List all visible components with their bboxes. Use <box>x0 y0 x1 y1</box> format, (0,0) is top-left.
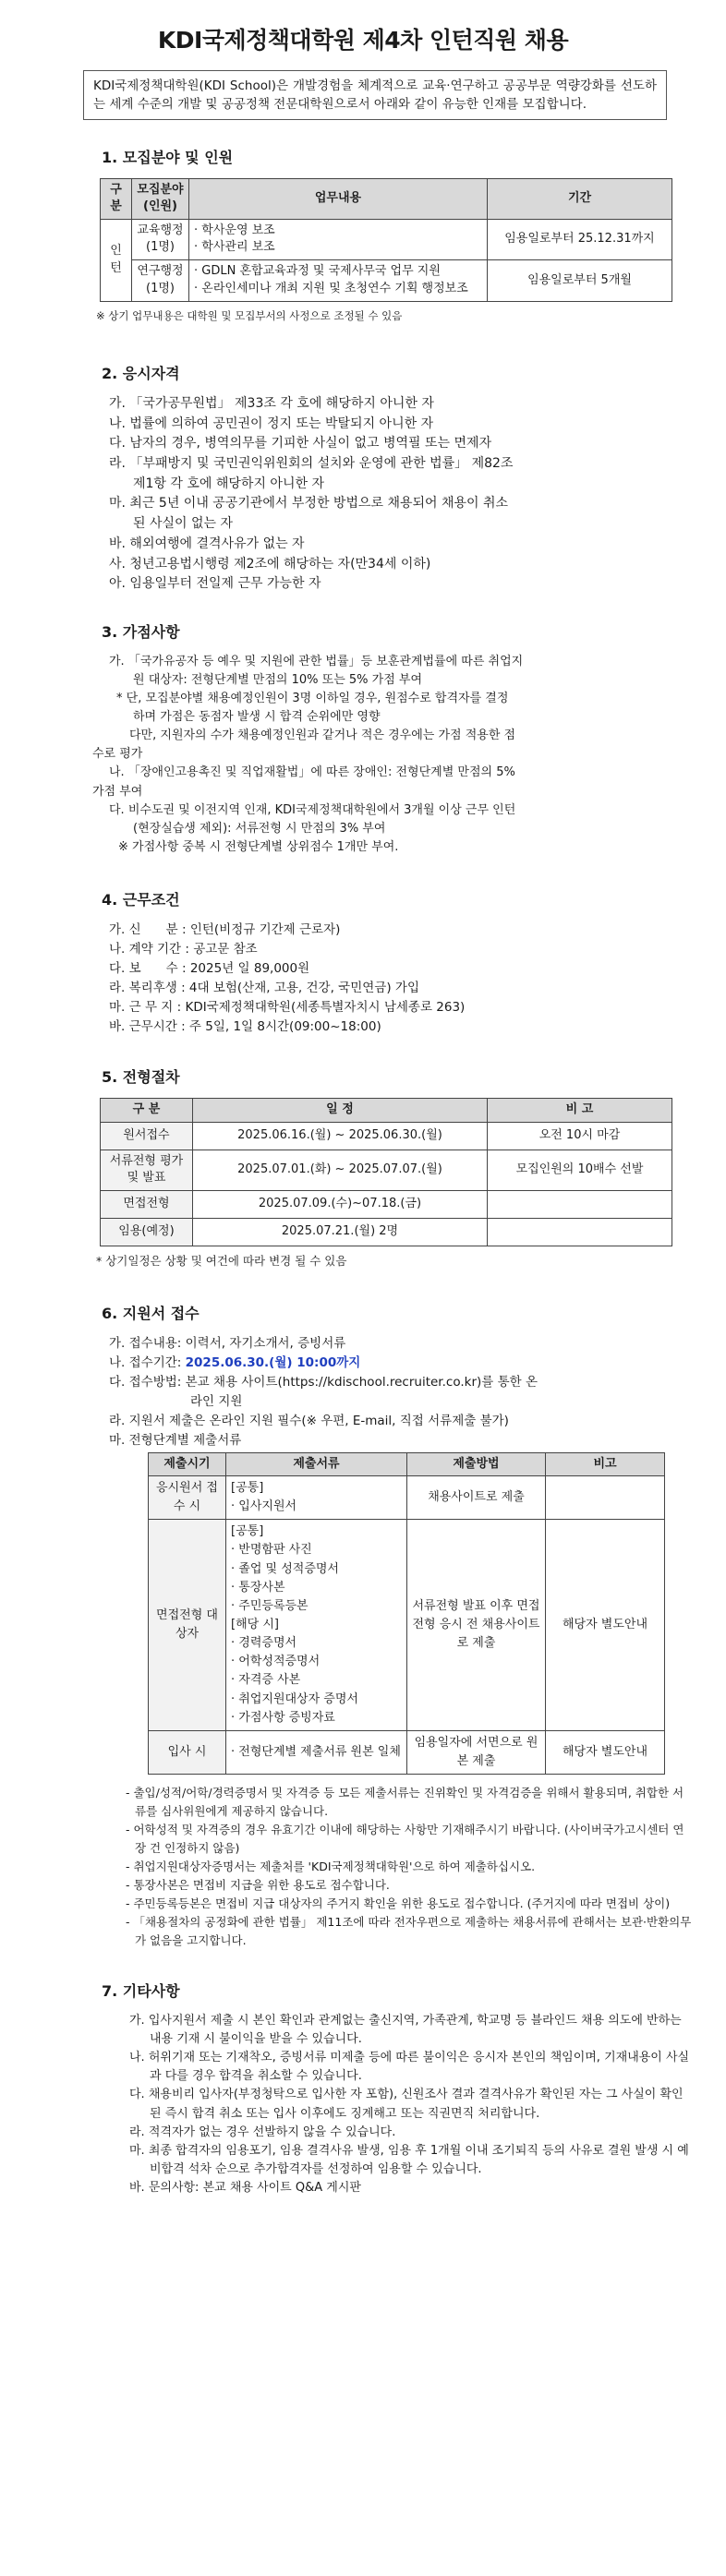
list-item: 라인 지원 <box>190 1393 243 1409</box>
cell-note <box>488 1190 672 1218</box>
list-item: 원 대상자: 전형단계별 만점의 10% 또는 5% 가점 부여 <box>133 672 423 687</box>
doc-item: · 자격증 사본 <box>231 1673 301 1688</box>
doc-item: · 입사지원서 <box>231 1499 297 1514</box>
section-heading: 1. 모집분야 및 인원 <box>102 149 234 166</box>
list-item: ※ 가점사항 중복 시 전형단계별 상위점수 1개만 부여. <box>118 840 399 855</box>
cell-when: 입사 시 <box>149 1730 226 1774</box>
list-item: 사. 청년고용법시행령 제2조에 해당하는 자(만34세 이하) <box>109 556 431 572</box>
doc-item: [공통] <box>231 1481 264 1496</box>
th-type: 구분 <box>101 178 132 219</box>
list-item: 다. 비수도권 및 이전지역 인재, KDI국제정책대학원에서 3개월 이상 근무 인턴 <box>109 802 516 817</box>
th-when: 제출시기 <box>149 1452 226 1475</box>
cell-docs <box>226 1520 407 1731</box>
table-row <box>149 1730 665 1774</box>
list-item: 가. 「국가유공자 등 예우 및 지원에 관한 법률」등 보훈관계법률에 따른 취업지 <box>109 654 524 668</box>
list-item: 다. 접수방법: 본교 채용 사이트(https://kdischool.recruiter.co.kr)를 통한 온 <box>109 1374 538 1390</box>
cell-field: 교육행정 (1명) <box>132 219 189 260</box>
cell-when: 면접전형 대상자 <box>149 1520 226 1731</box>
list-item: 라. 「부패방지 및 국민권익위원회의 설치와 운영에 관한 법률」 제82조 <box>109 456 514 472</box>
cell-note <box>546 1476 665 1520</box>
th-field: 모집분야 (인원) <box>132 178 189 219</box>
section-work-conditions <box>92 890 695 1036</box>
section-heading: 5. 전형절차 <box>102 1068 180 1087</box>
doc-item: · 졸업 및 성적증명서 <box>231 1561 339 1576</box>
cell-duty <box>189 260 488 302</box>
section-eligibility <box>92 364 695 595</box>
th-how: 제출방법 <box>407 1452 546 1475</box>
th-duty: 업무내용 <box>189 178 488 219</box>
cell-note: 오전 10시 마감 <box>488 1122 672 1150</box>
list-item: 마. 전형단계별 제출서류 <box>109 1432 242 1448</box>
list-item: 라. 복리후생 : 4대 보험(산재, 고용, 건강, 국민연금) 가입 <box>109 980 419 995</box>
cell-note <box>488 1218 672 1246</box>
list-item: 가. 접수내용: 이력서, 자기소개서, 증빙서류 <box>109 1336 346 1352</box>
duty-item: · GDLN 혼합교육과정 및 국제사무국 업무 지원 <box>194 264 441 279</box>
cell-docs <box>226 1476 407 1520</box>
page-title: KDI국제정책대학원 제4차 인턴직원 채용 <box>157 27 569 54</box>
cell-period: 임용일로부터 25.12.31까지 <box>488 219 672 260</box>
th-note: 비고 <box>546 1452 665 1475</box>
table-row <box>101 1122 672 1150</box>
doc-item: · 가점사항 증빙자료 <box>231 1710 335 1725</box>
doc-item: · 주민등록등본 <box>231 1598 309 1613</box>
list-item: 나. 「장애인고용촉진 및 직업재활법」에 따른 장애인: 전형단계별 만점의 5% <box>109 765 515 780</box>
list-item: 가. 입사지원서 제출 시 본인 확인과 관계없는 출신지역, 가족관계, 학교명 등 블라인드 채용 의도에 반하는 내용 기재 시 불이익을 받을 수 있습니다. <box>129 2013 682 2047</box>
cell-when: 응시원서 접수 시 <box>149 1476 226 1520</box>
cell-date: 2025.07.01.(화) ~ 2025.07.07.(월) <box>193 1150 488 1190</box>
section-heading: 3. 가점사항 <box>102 622 180 641</box>
list-item: 가점 부여 <box>92 784 143 799</box>
duty-item: · 학사관리 보조 <box>194 240 275 255</box>
cell-how: 서류전형 발표 이후 면접전형 응시 전 채용사이트로 제출 <box>407 1520 546 1731</box>
list-item: 다. 보 수 : 2025년 일 89,000원 <box>109 960 310 976</box>
cell-type: 인턴 <box>101 219 132 301</box>
list-item: (현장실습생 제외): 서류전형 시 만점의 3% 부여 <box>133 821 386 836</box>
list-item: 나. 계약 기간 : 공고문 참조 <box>109 941 258 957</box>
th-docs: 제출서류 <box>226 1452 407 1475</box>
list-item: 마. 근 무 지 : KDI국제정책대학원(세종특별자치시 남세종로 263) <box>109 999 466 1015</box>
list-item: 가. 신 분 : 인턴(비정규 기간제 근로자) <box>109 921 341 937</box>
table-row <box>101 1150 672 1190</box>
cell-how: 채용사이트로 제출 <box>407 1476 546 1520</box>
section-bonus-points <box>92 622 695 857</box>
list-item: 나. 허위기재 또는 기재착오, 증빙서류 미제출 등에 따른 불이익은 응시자 본인의 책임이며, 기재내용이 사실과 다를 경우 합격을 취소할 수 있습니다. <box>129 2051 690 2084</box>
table-row <box>101 1190 672 1218</box>
table-row <box>101 1218 672 1246</box>
doc-item: · 경력증명서 <box>231 1636 297 1651</box>
note-item: - 통장사본은 면접비 지급을 위한 용도로 접수합니다. <box>126 1878 390 1893</box>
duty-item: · 학사운영 보조 <box>194 223 275 237</box>
cell-type: 임용(예정) <box>101 1218 193 1246</box>
section-application <box>92 1304 695 1950</box>
cell-date: 2025.06.16.(월) ~ 2025.06.30.(월) <box>193 1122 488 1150</box>
cell-note: 해당자 별도안내 <box>546 1520 665 1731</box>
list-item: 하며 가점은 동점자 발생 시 합격 순위에만 영향 <box>133 710 381 725</box>
cell-type: 면접전형 <box>101 1190 193 1218</box>
section-heading: 2. 응시자격 <box>102 365 180 383</box>
list-item: 된 사실이 없는 자 <box>133 516 234 532</box>
list-item: 다. 채용비리 입사자(부정청탁으로 입사한 자 포함), 신원조사 결과 결격사유가 확인된 자는 그 사실이 확인된 즉시 합격 취소 또는 입사 이후에도 징계해고 또는 직권면직 처리합니다. <box>129 2088 684 2121</box>
note-item: - 어학성적 및 자격증의 경우 유효기간 이내에 해당하는 사항만 기재해주시기 바랍니다. (사이버국가고시센터 연장 건 인정하지 않음) <box>126 1823 684 1856</box>
cell-date: 2025.07.09.(수)~07.18.(금) <box>193 1190 488 1218</box>
cell-duty <box>189 219 488 260</box>
list-item: 마. 최근 5년 이내 공공기관에서 부정한 방법으로 채용되어 채용이 취소 <box>109 496 509 512</box>
table-row <box>149 1476 665 1520</box>
table-note: * 상기일정은 상황 및 여건에 따라 변경 될 수 있음 <box>96 1253 347 1268</box>
intro-box: KDI국제정책대학원(KDI School)은 개발경험을 체계적으로 교육·연구하고 공공부문 역량강화를 선도하는 세계 수준의 개발 및 공공정책 전문대학원으로서 아래와 같이 유능한 인재를 모집합니다. <box>83 70 667 121</box>
list-item: 마. 최종 합격자의 임용포기, 임용 결격사유 발생, 임용 후 1개월 이내 조기퇴직 등의 사유로 결원 발생 시 예비합격 석차 순으로 추가합격자를 선정하여 임용할 수 있습니다. <box>129 2143 689 2177</box>
list-item: 다만, 지원자의 수가 채용예정인원과 같거나 적은 경우에는 가점 적용한 점 <box>129 728 516 743</box>
section-recruitment-fields <box>92 148 695 323</box>
section-selection-process <box>92 1067 695 1269</box>
section-heading: 6. 지원서 접수 <box>102 1305 200 1323</box>
list-item <box>109 1354 695 1373</box>
duty-item: · 온라인세미나 개최 지원 및 초청연수 기획 행정보조 <box>194 282 468 296</box>
documents-table <box>148 1452 665 1776</box>
list-item: 가. 「국가공무원법」 제33조 각 호에 해당하지 아니한 자 <box>109 396 434 412</box>
cell-field: 연구행정 (1명) <box>132 260 189 302</box>
list-item: 바. 근무시간 : 주 5일, 1일 8시간(09:00~18:00) <box>109 1018 381 1034</box>
schedule-table <box>100 1098 672 1246</box>
deadline-value: 2025.06.30.(월) 10:00까지 <box>185 1355 361 1370</box>
doc-item: · 반명함판 사진 <box>231 1543 312 1558</box>
list-item: 바. 해외여행에 결격사유가 없는 자 <box>109 536 305 551</box>
doc-item: [공통] <box>231 1524 264 1539</box>
table-note: ※ 상기 업무내용은 대학원 및 모집부서의 사정으로 조정될 수 있음 <box>96 309 403 322</box>
table-row <box>149 1520 665 1731</box>
th-note: 비 고 <box>488 1099 672 1122</box>
cell-how: 임용일자에 서면으로 원본 제출 <box>407 1730 546 1774</box>
cell-type: 서류전형 평가 및 발표 <box>101 1150 193 1190</box>
th-type: 구 분 <box>101 1099 193 1122</box>
cell-date: 2025.07.21.(월) 2명 <box>193 1218 488 1246</box>
section-other <box>92 1981 695 2197</box>
cell-docs: · 전형단계별 제출서류 원본 일체 <box>226 1730 407 1774</box>
list-item: 수로 평가 <box>92 747 143 762</box>
doc-item: · 어학성적증명서 <box>231 1655 321 1669</box>
list-item: 제1항 각 호에 해당하지 아니한 자 <box>133 475 324 491</box>
doc-item: · 취업지원대상자 증명서 <box>231 1691 358 1706</box>
list-item: 바. 문의사항: 본교 채용 사이트 Q&A 게시판 <box>129 2181 361 2196</box>
th-period: 기간 <box>488 178 672 219</box>
deadline-label: 나. 접수기간: <box>109 1355 186 1370</box>
list-item: 아. 임용일부터 전일제 근무 가능한 자 <box>109 576 321 592</box>
note-item: - 취업지원대상자증명서는 제출처를 'KDI국제정책대학원'으로 하여 제출하십시오. <box>126 1860 536 1874</box>
doc-item: · 통장사본 <box>231 1580 285 1595</box>
note-item: - 「채용절차의 공정화에 관한 법률」 제11조에 따라 전자우편으로 제출하는 채용서류에 관해서는 보관·반환의무가 없음을 고지합니다. <box>126 1915 692 1948</box>
note-item: - 출입/성적/어학/경력증명서 및 자격증 등 모든 제출서류는 진위확인 및 자격검증을 위해서 활용되며, 취합한 서류를 심사위원에게 제공하지 않습니다. <box>126 1786 684 1819</box>
list-item: 라. 적격자가 없는 경우 선발하지 않을 수 있습니다. <box>129 2125 396 2139</box>
section-heading: 7. 기타사항 <box>102 1982 180 2001</box>
submission-notes <box>126 1784 695 1950</box>
cell-note: 해당자 별도안내 <box>546 1730 665 1774</box>
recruitment-table <box>100 178 672 302</box>
note-item: - 주민등록등본은 면접비 지급 대상자의 주거지 확인을 위한 용도로 접수합니다. (주거지에 따라 면접비 상이) <box>126 1896 671 1911</box>
doc-item: [해당 시] <box>231 1618 279 1632</box>
list-item: * 단, 모집분야별 채용예정인원이 3명 이하일 경우, 원점수로 합격자를 결정 <box>116 691 509 705</box>
th-date: 일 정 <box>193 1099 488 1122</box>
cell-note: 모집인원의 10배수 선발 <box>488 1150 672 1190</box>
cell-type: 원서접수 <box>101 1122 193 1150</box>
cell-period: 임용일로부터 5개월 <box>488 260 672 302</box>
section-heading: 4. 근무조건 <box>102 891 180 909</box>
list-item: 다. 남자의 경우, 병역의무를 기피한 사실이 없고 병역필 또는 면제자 <box>109 436 492 451</box>
list-item: 나. 법률에 의하여 공민권이 정지 또는 박탈되지 아니한 자 <box>109 415 434 431</box>
list-item: 라. 지원서 제출은 온라인 지원 필수(※ 우편, E-mail, 직접 서류제출 불가) <box>109 1413 509 1428</box>
